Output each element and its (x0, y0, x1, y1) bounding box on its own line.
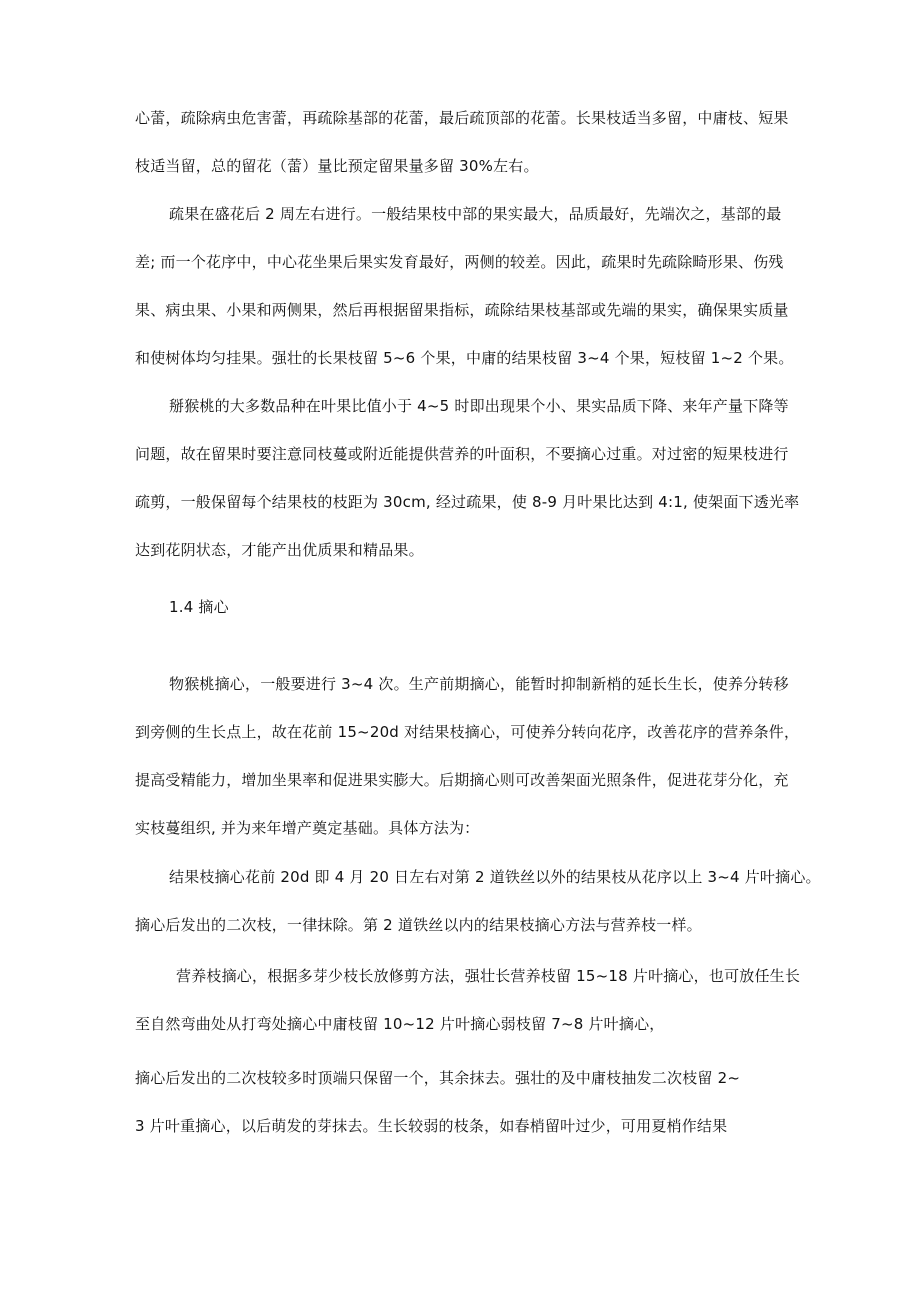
text-line: 掰猴桃的大多数品种在叶果比值小于 4~5 时即出现果个小、果实品质下降、来年产量下降等 (169, 397, 789, 415)
text-line: 摘心后发出的二次枝，一律抹除。第 2 道铁丝以内的结果枝摘心方法与营养枝一样。 (135, 916, 702, 934)
text-line: 3 片叶重摘心，以后萌发的芽抹去。生长较弱的枝条，如春梢留叶过少，可用夏梢作结果 (135, 1117, 728, 1135)
text-line: 摘心后发出的二次枝较多时顶端只保留一个，其余抹去。强壮的及中庸枝抽发二次枝留 2~ (135, 1069, 741, 1087)
text-line: 果、病虫果、小果和两侧果，然后再根据留果指标，疏除结果枝基部或先端的果实，确保果实质量 (135, 301, 789, 319)
section-heading: 1.4 摘心 (169, 598, 229, 616)
text-line: 营养枝摘心，根据多芽少枝长放修剪方法，强壮长营养枝留 15~18 片叶摘心，也可放任生长 (176, 967, 801, 985)
text-line: 差; 而一个花序中，中心花坐果后果实发育最好，两侧的较差。因此，疏果时先疏除畸形果、伤残 (135, 253, 784, 271)
text-line: 结果枝摘心花前 20d 即 4 月 20 日左右对第 2 道铁丝以外的结果枝从花序以上 3~4 片叶摘心。 (169, 868, 821, 886)
text-line: 实枝蔓组织, 并为来年增产奠定基础。具体方法为： (135, 819, 480, 837)
text-line: 至自然弯曲处从打弯处摘心中庸枝留 10~12 片叶摘心弱枝留 7~8 片叶摘心， (135, 1015, 665, 1033)
text-line: 到旁侧的生长点上，故在花前 15~20d 对结果枝摘心，可使养分转向花序，改善花序的营养条件， (135, 723, 800, 741)
text-line: 心蕾，疏除病虫危害蕾，再疏除基部的花蕾，最后疏顶部的花蕾。长果枝适当多留，中庸枝、短果 (135, 109, 789, 127)
text-line: 疏果在盛花后 2 周左右进行。一般结果枝中部的果实最大，品质最好，先端次之，基部的最 (169, 205, 782, 223)
text-line: 和使树体均匀挂果。强壮的长果枝留 5~6 个果，中庸的结果枝留 3~4 个果，短枝留 1~2 个果。 (135, 349, 794, 367)
text-line: 物猴桃摘心，一般要进行 3~4 次。生产前期摘心，能暂时抑制新梢的延长生长，使养分转移 (169, 675, 789, 693)
text-line: 疏剪，一般保留每个结果枝的枝距为 30cm, 经过疏果，使 8-9 月叶果比达到 4:1, 使架面下透光率 (135, 493, 800, 511)
text-line: 问题，故在留果时要注意同枝蔓或附近能提供营养的叶面积，不要摘心过重。对过密的短果枝进行 (135, 445, 789, 463)
text-line: 达到花阴状态，才能产出优质果和精品果。 (135, 541, 424, 559)
text-line: 提高受精能力，增加坐果率和促进果实膨大。后期摘心则可改善架面光照条件，促进花芽分化，充 (135, 771, 789, 789)
text-line: 枝适当留，总的留花（蕾）量比预定留果量多留 30%左右。 (135, 157, 539, 175)
